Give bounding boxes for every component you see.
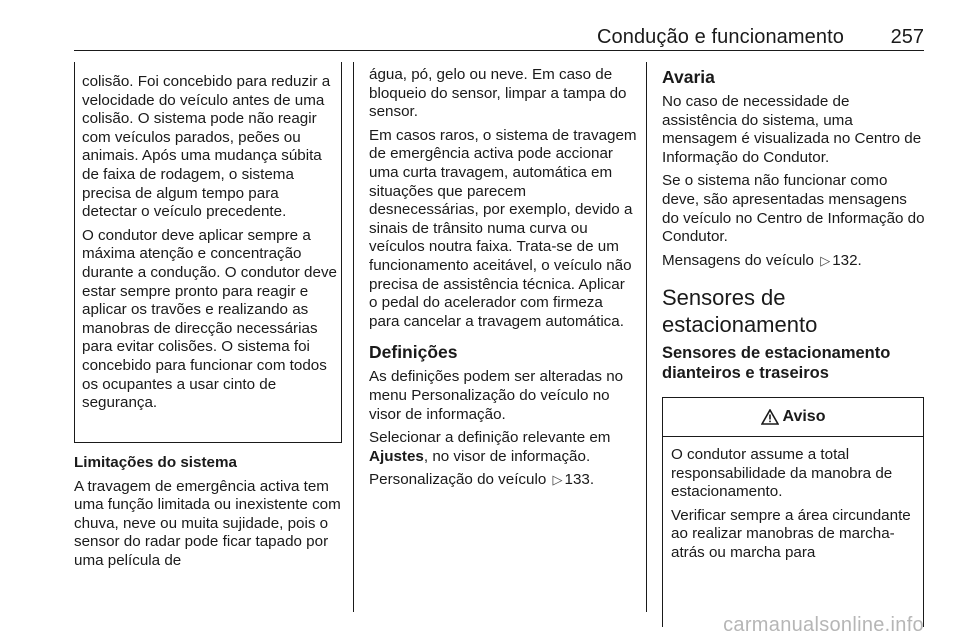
boxed-paragraph-1: colisão. Foi concebido para reduzir a velocidade do veículo antes de uma colisão. O sistema pode não reagir com veículos parados, peões ou animais. Após uma mudança súbita de faixa de rodagem, o sistema precisa de algum tempo para detectar o veículo precedente.	[82, 73, 331, 221]
column-divider-2	[646, 62, 647, 612]
header-divider	[74, 50, 924, 51]
ajustes-label: Ajustes	[369, 447, 424, 465]
section-title-limitations: Limitações do sistema	[74, 454, 237, 471]
warning-paragraph-2: Verificar sempre a área circundante ao realizar manobras de marcha-atrás ou marcha para	[671, 506, 911, 561]
col2-paragraph-1: água, pó, gelo ou neve. Em caso de bloqueio do sensor, limpar a tampa do sensor.	[369, 66, 627, 121]
page-ref-icon: ▷	[820, 252, 831, 268]
column-divider-1	[353, 62, 354, 612]
watermark: carmanualsonline.info	[723, 614, 924, 636]
limitations-text: A travagem de emergência activa tem uma função limitada ou inexistente com chuva, neve ou muita sujidade, pois o sensor do radar pode ficar tapado por uma película de	[74, 477, 341, 569]
col3-paragraph-1: No caso de necessidade de assistência do sistema, uma mensagem é visualizada no Centro de Informação do Condutor.	[662, 93, 922, 166]
boxed-note	[74, 62, 342, 443]
col2-paragraph-5[interactable]	[369, 471, 637, 490]
heading-avaria: Avaria	[662, 67, 715, 87]
column-1-lower	[74, 454, 344, 576]
heading-parking-sensors: Sensores de estacionamento	[662, 285, 818, 338]
p4-prefix: Selecionar a definição relevante em	[369, 429, 611, 447]
ref-text: Personalização do veículo	[369, 471, 547, 489]
col3-paragraph-3[interactable]	[662, 252, 926, 271]
column-2	[369, 66, 637, 495]
warning-title: Aviso	[782, 408, 826, 425]
page-number: 257	[890, 26, 924, 48]
ref-page: 133.	[564, 471, 595, 489]
ref-page: 132.	[832, 251, 862, 269]
page-section-title: Condução e funcionamento	[596, 26, 844, 48]
boxed-paragraph-2: O condutor deve aplicar sempre a máxima atenção e concentração durante a condução. O condutor deve estar sempre pronto para reagir e aplicar os travões e realizando as manobras de direcção necessárias para evitar colisões. O sistema foi concebido para funcionar com todos os ocupantes a usar cinto de segurança.	[82, 226, 337, 412]
column-3	[662, 66, 926, 388]
page-ref-icon: ▷	[552, 472, 563, 488]
warning-header	[663, 398, 923, 437]
col2-paragraph-2: Em casos raros, o sistema de travagem de emergência activa pode accionar uma curta travagem, automática em situações que parecem desnecessárias, por exemplo, devido a sinais de trânsito numa curva ou veículos noutra faixa. Trata-se de um funcionamento aceitável, o veículo não precisa de assistência técnica. Aplicar o pedal do acelerador com firmeza para cancelar a travagem automática.	[369, 126, 637, 330]
page-header	[0, 26, 960, 52]
ref-text: Mensagens do veículo	[662, 251, 814, 269]
heading-definitions: Definições	[369, 342, 458, 363]
warning-box	[662, 397, 924, 627]
col2-paragraph-3: As definições podem ser alteradas no menu Personalização do veículo no visor de informação.	[369, 368, 624, 423]
warning-paragraph-1: O condutor assume a total responsabilidade da manobra de estacionamento.	[671, 446, 893, 501]
subheading-parking-sensors: Sensores de estacionamento dianteiros e traseiros	[662, 344, 891, 383]
warning-triangle-icon	[761, 409, 779, 425]
p4-suffix: , no visor de informação.	[423, 447, 591, 465]
col3-paragraph-2: Se o sistema não funcionar como deve, são apresentadas mensagens do veículo no Centro de Informação do Condutor.	[662, 172, 925, 246]
col2-paragraph-4	[369, 429, 637, 466]
